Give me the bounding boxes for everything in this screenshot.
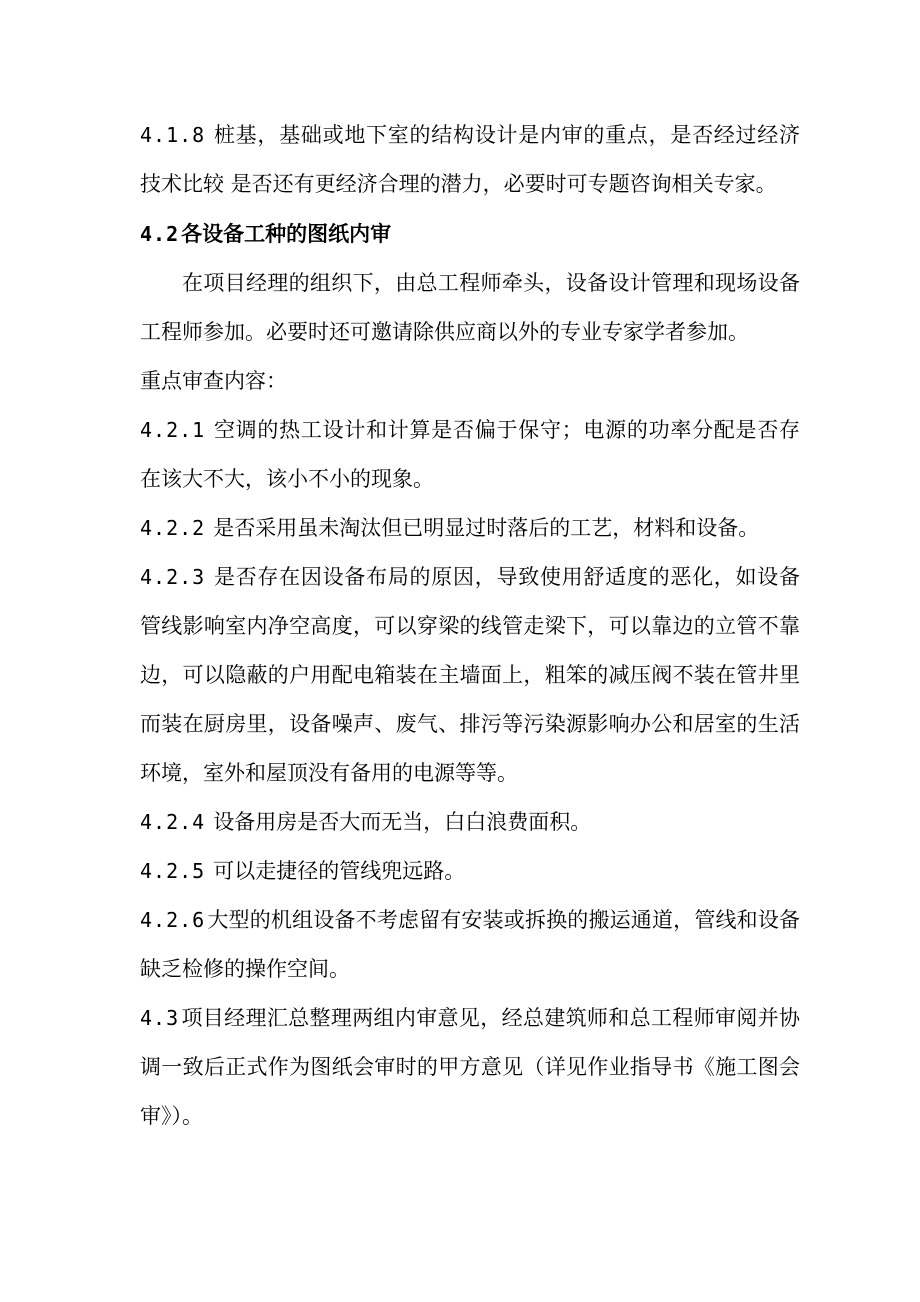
clause-text: 设备用房是否大而无当，白白浪费面积。 bbox=[213, 810, 592, 834]
clause-text: 项目经理汇总整理两组内审意见，经总建筑师和总工程师审阅并协调一致后正式作为图纸会审时的甲方意见（详见作业指导书《施工图会审》）。 bbox=[140, 1006, 800, 1128]
clause-number: 4.2.4 bbox=[140, 810, 206, 834]
section-title: 各设备工种的图纸内审 bbox=[181, 221, 392, 246]
clause-4-2-4 bbox=[140, 798, 800, 847]
clause-number: 4.3 bbox=[140, 1006, 180, 1030]
section-number: 4.2 bbox=[140, 222, 180, 246]
clause-4-2-2 bbox=[140, 504, 800, 553]
clause-text: 是否采用虽未淘汰但已明显过时落后的工艺，材料和设备。 bbox=[213, 516, 760, 540]
clause-4-2-3 bbox=[140, 553, 800, 798]
clause-4-3 bbox=[140, 994, 800, 1141]
clause-4-2-1 bbox=[140, 406, 800, 504]
clause-text: 空调的热工设计和计算是否偏于保守；电源的功率分配是否存在该大不大，该小不小的现象。 bbox=[140, 418, 800, 491]
clause-text: 桩基，基础或地下室的结构设计是内审的重点，是否经过经济技术比较 是否还有更经济合理的潜力，必要时可专题咨询相关专家。 bbox=[140, 123, 800, 196]
clause-number: 4.2.2 bbox=[140, 516, 206, 540]
clause-4-2-6 bbox=[140, 896, 800, 994]
clause-number: 4.2.6 bbox=[140, 908, 206, 932]
clause-text: 可以走捷径的管线兜远路。 bbox=[213, 859, 466, 883]
review-focus-label: 重点审查内容： bbox=[140, 369, 287, 393]
clause-text: 是否存在因设备布局的原因，导致使用舒适度的恶化，如设备管线影响室内净空高度，可以穿梁的线管走梁下，可以靠边的立管不靠边，可以隐蔽的户用配电箱装在主墙面上，粗笨的减压阀不装在管井里而装在厨房里，设备噪声、废气、排污等污染源影响办公和居室的生活环境，室外和屋顶没有备用的电源等等。 bbox=[140, 565, 800, 785]
clause-number: 4.2.5 bbox=[140, 859, 206, 883]
clause-number: 4.1.8 bbox=[140, 123, 206, 147]
clause-number: 4.2.1 bbox=[140, 418, 206, 442]
section-heading-4-2 bbox=[140, 209, 800, 259]
intro-paragraph: 在项目经理的组织下，由总工程师牵头，设备设计管理和现场设备工程师参加。必要时还可邀请除供应商以外的专业专家学者参加。 bbox=[140, 271, 800, 344]
clause-number: 4.2.3 bbox=[140, 565, 206, 589]
clause-text: 大型的机组设备不考虑留有安装或拆换的搬运通道，管线和设备缺乏检修的操作空间。 bbox=[140, 908, 800, 981]
document-body bbox=[140, 111, 800, 1141]
clause-4-2-5 bbox=[140, 847, 800, 896]
clause-4-1-8 bbox=[140, 111, 800, 209]
